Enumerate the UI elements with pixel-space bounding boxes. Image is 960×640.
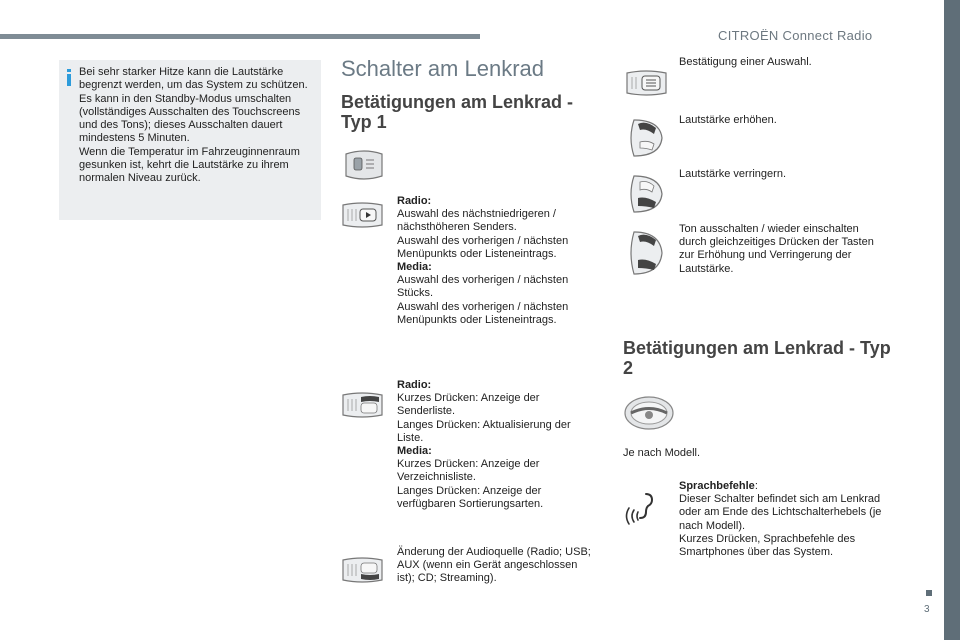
info-box	[59, 60, 321, 220]
volume-down-icon	[624, 172, 668, 216]
steering-control-list-icon	[340, 390, 386, 420]
section-title: Schalter am Lenkrad	[341, 56, 544, 81]
voice-label: Sprachbefehle	[679, 480, 755, 492]
type2-title: Betätigungen am Lenkrad - Typ 2	[623, 338, 891, 378]
item3-description: Änderung der Audioquelle (Radio; USB; AUX (wenn ein Gerät angeschlossen ist); CD; Streaming).	[397, 546, 591, 585]
voice-line2: Kurzes Drücken, Sprachbefehle des Smartphones über das System.	[679, 532, 856, 559]
info-icon	[67, 69, 71, 86]
item1-media-line1: Auswahl des vorherigen / nächsten Stücks.	[397, 274, 569, 300]
item1-radio-line2: Auswahl des vorherigen / nächsten Menüpunkts oder Listeneintrags.	[397, 234, 569, 260]
type2-note: Je nach Modell.	[623, 447, 701, 459]
steering-control-overview-icon	[340, 148, 388, 182]
voice-command-icon	[624, 488, 664, 528]
voice-label-line	[679, 480, 884, 493]
voice-line1: Dieser Schalter befindet sich am Lenkrad oder am Ende des Lichtschalterhebels (je nach Modell).	[679, 493, 882, 532]
item6-description: Lautstärke verringern.	[679, 168, 786, 180]
item2-media-label: Media:	[397, 445, 432, 458]
page-number: 3	[924, 604, 930, 615]
item2-description	[397, 379, 577, 511]
item5-description: Lautstärke erhöhen.	[679, 114, 777, 126]
item4-description: Bestätigung einer Auswahl.	[679, 56, 812, 68]
item2-radio-line1: Kurzes Drücken: Anzeige der Senderliste.	[397, 392, 540, 418]
item1-radio-line1: Auswahl des nächstniedrigeren / nächsthöheren Senders.	[397, 208, 556, 234]
item1-media-label: Media:	[397, 261, 432, 274]
steering-control-ok-icon	[624, 68, 670, 98]
voice-label-suffix: :	[754, 480, 758, 492]
header-title: CITROËN Connect Radio	[718, 28, 873, 43]
item1-description	[397, 195, 577, 327]
page-edge-strip	[944, 0, 960, 640]
mute-icon	[624, 228, 668, 278]
page-marker	[926, 590, 932, 596]
item2-media-line1: Kurzes Drücken: Anzeige der Verzeichnisliste.	[397, 458, 540, 484]
item1-radio-label: Radio:	[397, 195, 432, 207]
type1-title: Betätigungen am Lenkrad - Typ 1	[341, 92, 574, 132]
item2-radio-line2: Langes Drücken: Aktualisierung der Liste.	[397, 418, 571, 444]
item2-media-line2: Langes Drücken: Anzeige der verfügbaren Sortierungsarten.	[397, 484, 544, 510]
steering-control-arrow-icon	[340, 200, 386, 230]
item2-radio-label: Radio:	[397, 379, 432, 391]
item1-media-line2: Auswahl des vorherigen / nächsten Menüpunkts oder Listeneintrags.	[397, 300, 569, 326]
steering-control-source-icon	[340, 555, 386, 585]
item7-description: Ton ausschalten / wieder einschalten durch gleichzeitiges Drücken der Tasten zur Erhöhung und Verringerung der Lautstärke.	[679, 223, 874, 275]
volume-up-icon	[624, 116, 668, 160]
header-bar	[0, 34, 480, 39]
voice-description	[679, 480, 884, 559]
steering-wheel-icon	[622, 394, 676, 432]
info-text: Bei sehr starker Hitze kann die Lautstärke begrenzt werden, um das System zu schützen. Es kann in den Standby-Modus umschalten (vollständiges Ausschalten des Touchscreens und des Tons); dieses Ausschalten dauert mindestens 5 Minuten. Wenn die Temperatur im Fahrzeuginnenraum gesunken ist, kehrt die Lautstärke zu ihrem normalen Niveau zurück.	[79, 66, 308, 185]
